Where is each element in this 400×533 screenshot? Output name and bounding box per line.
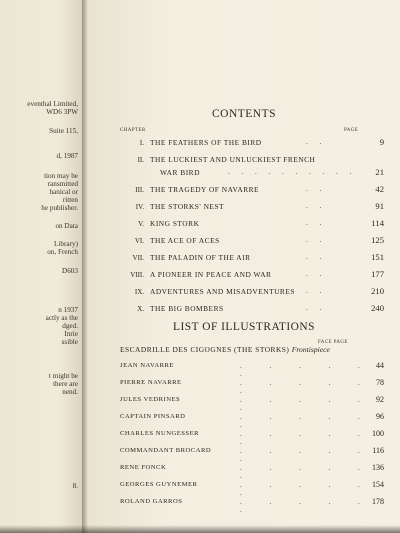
illustration-page: 92 (376, 395, 384, 404)
face-page-column-label: FACE PAGE (318, 340, 348, 345)
leader-dots: . . (306, 253, 327, 261)
leader-dots: . . (306, 236, 327, 244)
illustration-page: 96 (376, 412, 384, 421)
chapter-page: 9 (379, 137, 384, 147)
chapter-title: THE ACE OF ACES (150, 236, 220, 245)
illustration-name: JEAN NAVARRE (120, 362, 174, 369)
illustration-name: CHARLES NUNGESSER (120, 430, 200, 437)
chapter-page: 210 (371, 286, 384, 296)
chapter-page: 177 (371, 269, 384, 279)
illustration-name: RENE FONCK (120, 464, 167, 471)
illustration-page: 78 (376, 378, 384, 387)
frontispiece-title: ESCADRILLE DES CIGOGNES (THE STORKS) (120, 345, 290, 354)
illustration-name: PIERRE NAVARRE (120, 379, 182, 386)
leader-dots: . . . . . . (240, 430, 373, 446)
leader-dots: . . . . . . (240, 498, 373, 514)
leader-dots: . . (306, 219, 327, 227)
chapter-title: THE TRAGEDY OF NAVARRE (150, 185, 260, 194)
chapter-title: THE PALADIN OF THE AIR (150, 253, 251, 262)
leader-dots: . . (306, 270, 327, 278)
left-page-line: WD6 3PW (46, 108, 78, 116)
chapter-number: III. (135, 186, 144, 194)
chapter-title: KING STORK (150, 219, 200, 228)
illustration-name: CAPTAIN PINSARD (120, 413, 186, 420)
left-page-line: ritten (62, 196, 78, 204)
chapter-number: II. (137, 156, 144, 164)
chapter-number: X. (137, 305, 144, 313)
frontispiece-entry (120, 345, 330, 354)
chapter-title: THE FEATHERS OF THE BIRD (150, 138, 262, 147)
chapter-title: A PIONEER IN PEACE AND WAR (150, 270, 272, 279)
left-page-line: n 1937 (58, 306, 78, 314)
right-page (88, 0, 400, 533)
left-page-line: d, 1987 (56, 152, 78, 160)
leader-dots: . . (306, 287, 327, 295)
leader-dots: . . . . . . (240, 481, 373, 497)
chapter-page: 151 (371, 252, 384, 262)
leader-dots: . . . . . . (240, 413, 373, 429)
illustration-page: 154 (372, 480, 384, 489)
chapter-column-label: CHAPTER (120, 128, 146, 133)
illustration-page: 44 (376, 361, 384, 370)
chapter-page: 125 (371, 235, 384, 245)
chapter-page: 240 (371, 303, 384, 313)
leader-dots: . . . . . . (240, 396, 373, 412)
leader-dots: . . . . . . (240, 379, 373, 395)
leader-dots: . . . . . . (240, 447, 373, 463)
chapter-number: I. (139, 139, 144, 147)
chapter-number: IV. (135, 203, 144, 211)
left-page-line: Inrie (64, 330, 78, 338)
chapter-title: THE LUCKIEST AND UNLUCKIEST FRENCH (150, 155, 316, 164)
leader-dots: . . . . . . (240, 464, 373, 480)
leader-dots: . . . . . . . . . . (228, 168, 357, 176)
illustration-page: 100 (372, 429, 384, 438)
left-page-line: there are (53, 380, 78, 388)
chapter-page: 21 (375, 167, 384, 177)
leader-dots: . . . . . . (240, 362, 373, 378)
page-column-label: PAGE (344, 128, 359, 133)
left-page-line: Library) (54, 240, 78, 248)
left-page-line: on Data (55, 222, 78, 230)
left-page-line: hanical or (49, 188, 78, 196)
left-page-line: t might be (48, 372, 78, 380)
left-page-line: nend. (62, 388, 78, 396)
illustration-name: GEORGES GUYNEMER (120, 481, 198, 488)
left-page-line: he publisher. (41, 204, 78, 212)
left-page-line: D603 (62, 267, 78, 275)
frontispiece-note: Frontispiece (291, 345, 330, 354)
illustration-page: 178 (372, 497, 384, 506)
left-page-line: dged. (62, 322, 78, 330)
leader-dots: . . (306, 304, 327, 312)
illustration-page: 116 (372, 446, 384, 455)
chapter-title: THE BIG BOMBERS (150, 304, 224, 313)
left-page-line: 8. (72, 482, 78, 490)
chapter-number: V. (138, 220, 144, 228)
left-page-line: actly as the (45, 314, 78, 322)
chapter-page: 42 (375, 184, 384, 194)
illustration-name: COMMANDANT BROCARD (120, 447, 212, 454)
chapter-number: VI. (134, 237, 144, 245)
left-page-line: Suite 115, (49, 127, 78, 135)
illustration-name: JULES VEDRINES (120, 396, 181, 403)
chapter-page: 114 (371, 218, 384, 228)
bottom-shadow (0, 525, 400, 533)
illustration-name: ROLAND GARROS (120, 498, 183, 505)
chapter-number: VIII. (130, 271, 144, 279)
left-page-line: eventhal Limited, (27, 100, 78, 108)
chapter-title: ADVENTURES AND MISADVENTURES (150, 287, 295, 296)
chapter-title: WAR BIRD (160, 168, 200, 177)
contents-heading: CONTENTS (211, 108, 277, 120)
left-page-line: ransmitted (47, 180, 78, 188)
chapter-page: 91 (375, 201, 384, 211)
left-page-line: tion may be (44, 172, 78, 180)
left-page-line: on, French (47, 248, 78, 256)
chapter-number: IX. (134, 288, 144, 296)
chapter-number: VII. (132, 254, 144, 262)
illustrations-heading: LIST OF ILLUSTRATIONS (173, 321, 315, 333)
left-page (0, 0, 84, 533)
left-page-line: ssible (61, 338, 78, 346)
leader-dots: . . (306, 202, 327, 210)
illustration-page: 136 (372, 463, 384, 472)
leader-dots: . . (306, 138, 327, 146)
chapter-title: THE STORKS' NEST (150, 202, 225, 211)
leader-dots: . . (306, 185, 327, 193)
